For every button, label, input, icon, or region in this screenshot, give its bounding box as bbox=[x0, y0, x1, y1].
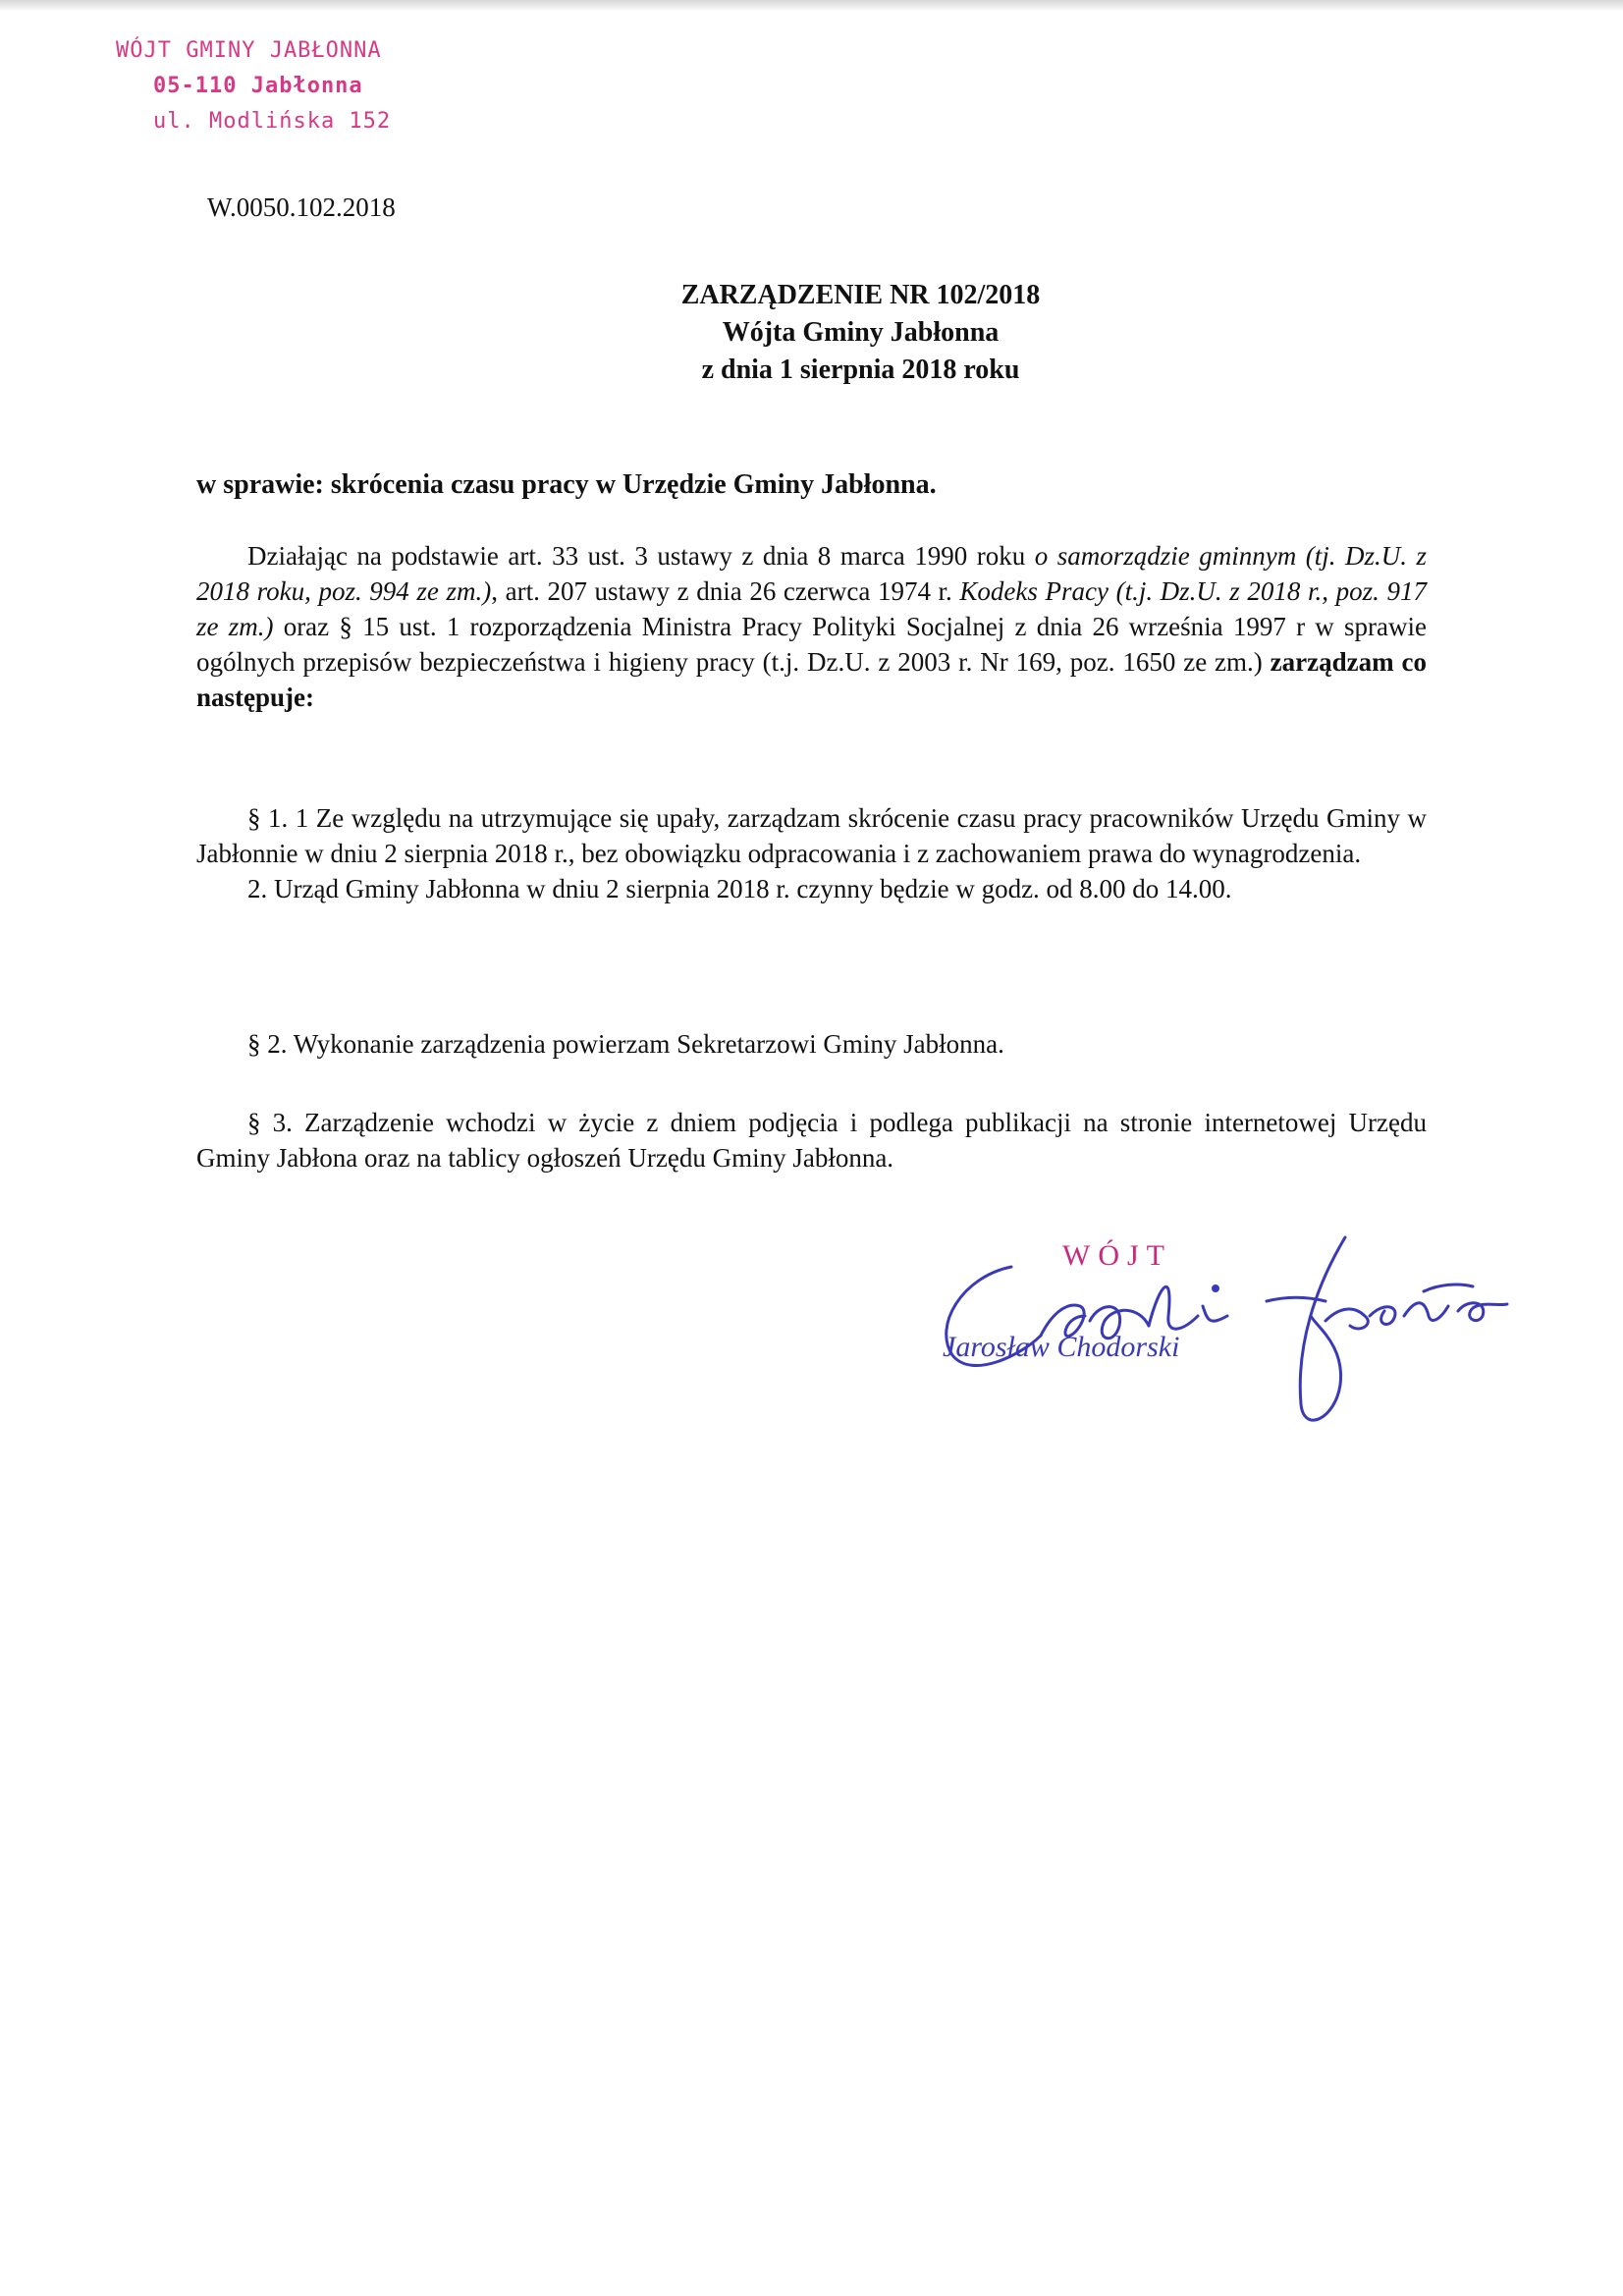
heading-title: ZARZĄDZENIE NR 102/2018 bbox=[680, 280, 1041, 310]
section-1-point-1: § 1. 1 Ze względu na utrzymujące się upały, zarządzam skrócenie czasu pracy pracowników Urzędu Gminy w Jabłonnie w dniu 2 sierpnia 2018 r., bez obowiązku odpracowania i z zachowaniem prawa do wynagrodzenia. bbox=[196, 803, 1427, 868]
preamble-citation-1: o samorządzie gminnym (tj. Dz.U. z 2018 roku, poz. 994 ze zm.) bbox=[196, 541, 1427, 606]
signature-title: WÓJT bbox=[1062, 1239, 1172, 1272]
stamp-line-office: WÓJT GMINY JABŁONNA bbox=[116, 38, 382, 63]
section-1-point-2: 2. Urząd Gminy Jabłonna w dniu 2 sierpnia 2018 r. czynny będzie w godz. od 8.00 do 14.00. bbox=[247, 874, 1232, 903]
signature-name: Jarosław Chodorski bbox=[943, 1331, 1180, 1363]
section-3: § 3. Zarządzenie wchodzi w życie z dniem podjęcia i podlega publikacji na stronie internetowej Urzędu Gminy Jabłona oraz na tablicy ogłoszeń Urzędu Gminy Jabłonna. bbox=[196, 1108, 1427, 1173]
scan-edge bbox=[0, 0, 1623, 12]
preamble-text-1: Działając na podstawie art. 33 ust. 3 ustawy z dnia 8 marca 1990 roku bbox=[247, 541, 1035, 571]
stamp-line-postcode: 05-110 Jabłonna bbox=[153, 74, 363, 98]
preamble-text-3: oraz § 15 ust. 1 rozporządzenia Ministra Pracy Polityki Socjalnej z dnia 26 września 1997 r w sprawie ogólnych przepisów bezpieczeństwa i higieny pracy (t.j. Dz.U. z 2003 r. Nr 169, poz. 1650 ze zm.) bbox=[196, 612, 1427, 677]
handwritten-signature bbox=[903, 1208, 1532, 1444]
preamble-text-2: , art. 207 ustawy z dnia 26 czerwca 1974 r. bbox=[491, 576, 960, 606]
preamble-citation-2: Kodeks Pracy (t.j. Dz.U. z 2018 r., poz. 917 ze zm.) bbox=[196, 576, 1427, 641]
section-1 bbox=[196, 800, 1427, 906]
preamble-paragraph bbox=[196, 538, 1427, 715]
section-2: § 2. Wykonanie zarządzenia powierzam Sekretarzowi Gminy Jabłonna. bbox=[247, 1029, 1004, 1059]
heading-issuer: Wójta Gminy Jabłonna bbox=[722, 317, 1000, 348]
preamble-decree: zarządzam co następuje: bbox=[196, 647, 1427, 712]
heading-date: z dnia 1 sierpnia 2018 roku bbox=[701, 355, 1020, 385]
reference-number: W.0050.102.2018 bbox=[207, 192, 396, 222]
subject-line: w sprawie: skrócenia czasu pracy w Urzędzie Gminy Jabłonna. bbox=[196, 469, 937, 500]
document-heading bbox=[0, 277, 1623, 389]
stamp-line-street: ul. Modlińska 152 bbox=[153, 109, 392, 134]
office-stamp bbox=[116, 33, 440, 139]
